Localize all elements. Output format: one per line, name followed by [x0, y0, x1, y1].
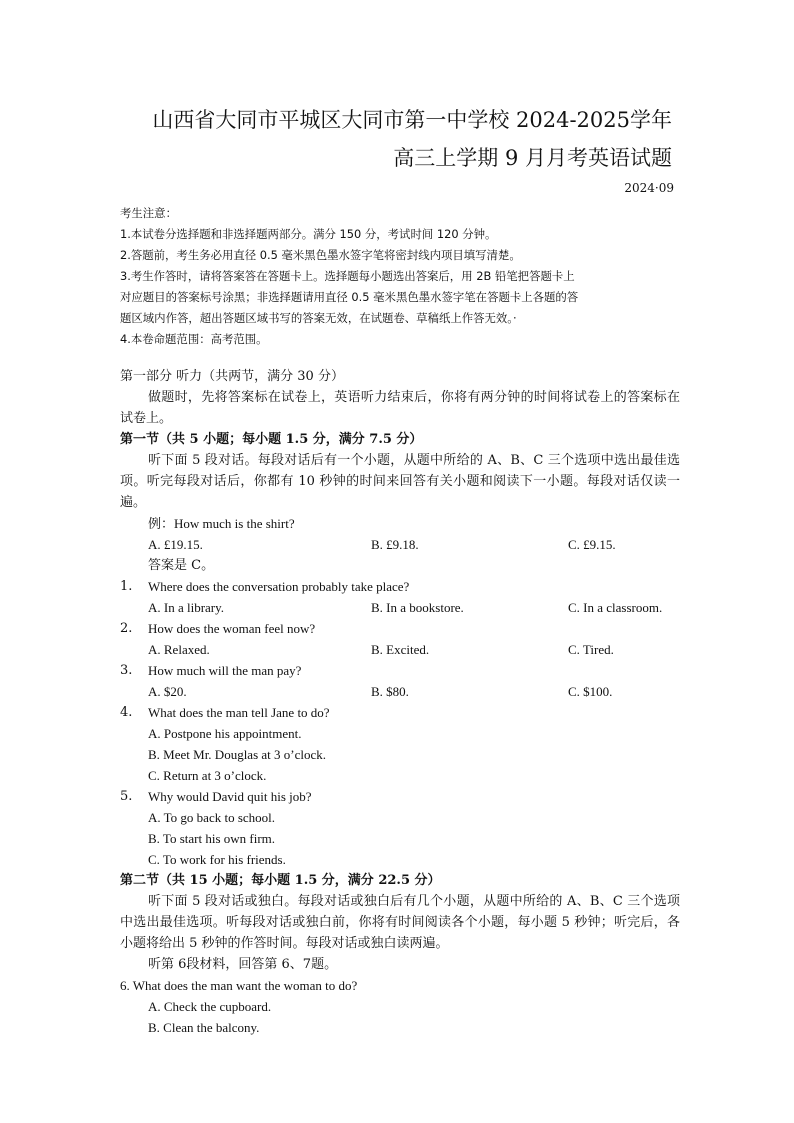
notes-item: 对应题目的答案标号涂黑；非选择题请用直径 0.5 毫米黑色墨水签字笔在答题卡上各题的答 — [120, 290, 579, 304]
question-1 — [120, 576, 680, 597]
option-c: C. Return at 3 o’clock. — [148, 768, 267, 783]
option-c: C. Tired. — [568, 642, 614, 657]
exam-title-line2: 高三上学期 9 月月考英语试题 — [393, 146, 672, 170]
question-1-options — [120, 597, 680, 618]
option-c: C. In a classroom. — [568, 600, 663, 615]
example-question: 例：How much is the shirt? — [148, 516, 295, 531]
option-a: A. In a library. — [148, 600, 225, 615]
question-3-options — [120, 681, 680, 702]
question-text: Why would David quit his job? — [148, 789, 312, 804]
option-a: A. To go back to school. — [148, 810, 276, 825]
exam-date: 2024·09 — [624, 181, 674, 195]
notes-item: 题区域内作答，超出答题区域书写的答案无效，在试题卷、草稿纸上作答无效。· — [120, 311, 517, 325]
example-options — [120, 534, 680, 555]
notes-heading: 考生注意： — [120, 206, 177, 220]
option-b: B. Excited. — [371, 642, 430, 657]
section1-instructions: 听下面 5 段对话。每段对话后有一个小题，从题中所给的 A、B、C 三个选项中选出最佳选项。听完每段对话后，你都有 10 秒钟的时间来回答有关小题和阅读下一小题。每段对话仅读一遍。 — [120, 453, 680, 510]
option-b: B. Clean the balcony. — [148, 1020, 260, 1035]
question-number: 3. — [120, 663, 133, 678]
option-a: A. Check the cupboard. — [148, 999, 272, 1014]
question-number: 5. — [120, 789, 133, 804]
question-2-options — [120, 639, 680, 660]
question-2 — [120, 618, 680, 639]
example-option-c: C. £9.15. — [568, 537, 616, 552]
question-number: 1. — [120, 579, 133, 594]
question-number: 4. — [120, 705, 133, 720]
example-answer: 答案是 C。 — [148, 558, 215, 573]
option-a: A. Relaxed. — [148, 642, 210, 657]
part1-heading: 第一部分 听力（共两节，满分 30 分） — [120, 369, 344, 384]
question-text: What does the man tell Jane to do? — [148, 705, 330, 720]
part1-intro: 做题时，先将答案标在试卷上，英语听力结束后，你将有两分钟的时间将试卷上的答案标在试卷上。 — [120, 390, 680, 426]
question-text: How much will the man pay? — [148, 663, 302, 678]
question-5 — [120, 786, 680, 807]
option-c: C. To work for his friends. — [148, 852, 286, 867]
section2-instructions: 听下面 5 段对话或独白。每段对话或独白后有几个小题，从题中所给的 A、B、C 三个选项中选出最佳选项。听每段对话或独白前，你将有时间阅读各个小题，每小题 5 秒钟；听完后，各小题将给出 5 秒钟的作答时间。每段对话或独白读两遍。 — [120, 894, 680, 951]
exam-title-line1: 山西省大同市平城区大同市第一中学校 2024-2025学年 — [152, 108, 672, 132]
notes-item: 2.答题前，考生务必用直径 0.5 毫米黑色墨水签字笔将密封线内项目填写清楚。 — [120, 248, 521, 262]
option-b: B. To start his own firm. — [148, 831, 276, 846]
example-option-a: A. £19.15. — [148, 537, 203, 552]
notes-item: 3.考生作答时，请将答案答在答题卡上。选择题每小题选出答案后，用 2B 铅笔把答题卡上 — [120, 269, 575, 283]
option-c: C. $100. — [568, 684, 613, 699]
candidate-notes — [120, 203, 675, 350]
section2-heading: 第二节（共 15 小题；每小题 1.5 分，满分 22.5 分） — [120, 873, 441, 888]
notes-item: 4.本卷命题范围：高考范围。 — [120, 332, 268, 346]
question-text: Where does the conversation probably take place? — [148, 579, 410, 594]
notes-item: 1.本试卷分选择题和非选择题两部分。满分 150 分，考试时间 120 分钟。 — [120, 227, 497, 241]
question-4 — [120, 702, 680, 723]
option-b: B. In a bookstore. — [371, 600, 464, 615]
material-note: 听第 6段材料，回答第 6、7题。 — [148, 957, 338, 972]
option-b: B. $80. — [371, 684, 409, 699]
section1-heading: 第一节（共 5 小题；每小题 1.5 分，满分 7.5 分） — [120, 432, 423, 447]
option-a: A. Postpone his appointment. — [148, 726, 302, 741]
option-a: A. $20. — [148, 684, 187, 699]
exam-body — [120, 366, 680, 1038]
example-option-b: B. £9.18. — [371, 537, 419, 552]
option-b: B. Meet Mr. Douglas at 3 o’clock. — [148, 747, 326, 762]
question-6: 6. What does the man want the woman to do? — [120, 978, 358, 993]
question-text: How does the woman feel now? — [148, 621, 316, 636]
question-number: 2. — [120, 621, 133, 636]
question-3 — [120, 660, 680, 681]
